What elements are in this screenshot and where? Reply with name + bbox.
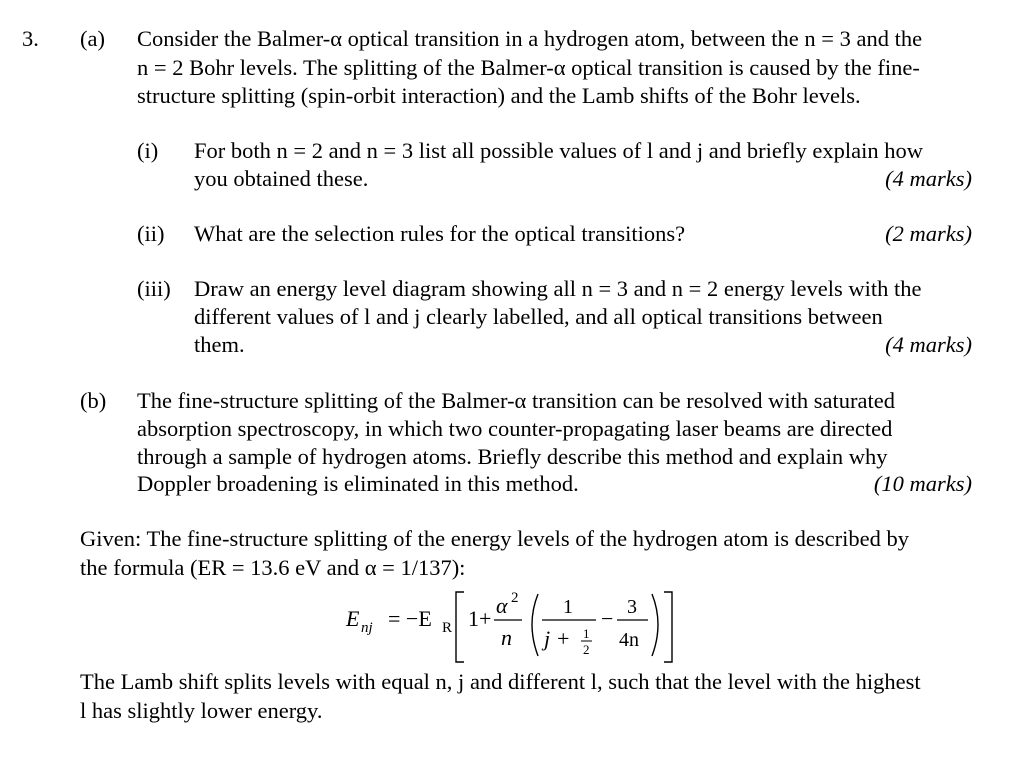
formula-alpha-square: 2 xyxy=(511,590,519,606)
question-number: 3. xyxy=(22,26,39,51)
sub-iii-line-3: them. xyxy=(194,332,245,357)
half-numerator: 1 xyxy=(583,626,590,641)
part-b-line-3: through a sample of hydrogen atoms. Briefly describe this method and explain why xyxy=(137,444,888,469)
lamb-line-1: The Lamb shift splits levels with equal n, j and different l, such that the level with the highest xyxy=(80,669,921,694)
part-b-line-1: The fine-structure splitting of the Balmer-α transition can be resolved with saturated xyxy=(137,388,895,413)
formula-three: 3 xyxy=(627,596,637,618)
part-b-marks: (10 marks) xyxy=(873,471,972,496)
part-b-line-2: absorption spectroscopy, in which two counter-propagating laser beams are directed xyxy=(137,416,893,441)
right-square-bracket xyxy=(664,592,672,662)
sub-iii-label: (iii) xyxy=(137,276,171,301)
half-denominator: 2 xyxy=(583,642,590,657)
formula-alpha: α xyxy=(496,593,508,618)
formula-lhs-sub: nj xyxy=(361,620,373,636)
formula-one-plus: 1+ xyxy=(468,606,492,631)
part-a-label: (a) xyxy=(80,26,105,51)
formula-minus: − xyxy=(601,606,614,631)
formula-four-n: 4n xyxy=(619,629,639,651)
given-line-2: the formula (ER = 13.6 eV and α = 1/137): xyxy=(80,555,466,580)
lamb-line-2: l has slightly lower energy. xyxy=(80,698,323,723)
sub-i-label: (i) xyxy=(137,138,159,163)
formula-one: 1 xyxy=(563,596,573,618)
formula-er-sub: R xyxy=(442,620,453,636)
sub-iii-marks: (4 marks) xyxy=(885,332,972,357)
given-line-1: Given: The fine-structure splitting of the energy levels of the hydrogen atom is described by xyxy=(80,526,909,551)
left-paren xyxy=(532,594,538,656)
sub-ii-text: What are the selection rules for the optical transitions? xyxy=(194,221,686,246)
part-b-line-4: Doppler broadening is eliminated in this method. xyxy=(137,471,579,496)
formula-lhs: E xyxy=(346,606,360,631)
part-a-line-3: structure splitting (spin-orbit interaction) and the Lamb shifts of the Bohr levels. xyxy=(137,83,861,108)
formula-equals: = −E xyxy=(388,606,432,631)
formula-n: n xyxy=(501,625,512,650)
part-a-line-1: Consider the Balmer-α optical transition in a hydrogen atom, between the n = 3 and the xyxy=(137,26,923,51)
sub-iii-line-1: Draw an energy level diagram showing all n = 3 and n = 2 energy levels with the xyxy=(194,276,922,301)
sub-i-line-2: you obtained these. xyxy=(194,166,369,191)
part-b-label: (b) xyxy=(80,388,107,413)
sub-iii-line-2: different values of l and j clearly labelled, and all optical transitions between xyxy=(194,304,883,329)
sub-ii-marks: (2 marks) xyxy=(885,221,972,246)
sub-i-line-1: For both n = 2 and n = 3 list all possible values of l and j and briefly explain how xyxy=(194,138,924,163)
fine-structure-formula xyxy=(330,586,690,668)
sub-i-marks: (4 marks) xyxy=(885,166,972,191)
left-square-bracket xyxy=(456,592,464,662)
part-a-line-2: n = 2 Bohr levels. The splitting of the Balmer-α optical transition is caused by the fine- xyxy=(137,55,920,80)
sub-ii-label: (ii) xyxy=(137,221,165,246)
formula-j-plus: j + xyxy=(544,626,571,651)
right-paren xyxy=(652,594,658,656)
